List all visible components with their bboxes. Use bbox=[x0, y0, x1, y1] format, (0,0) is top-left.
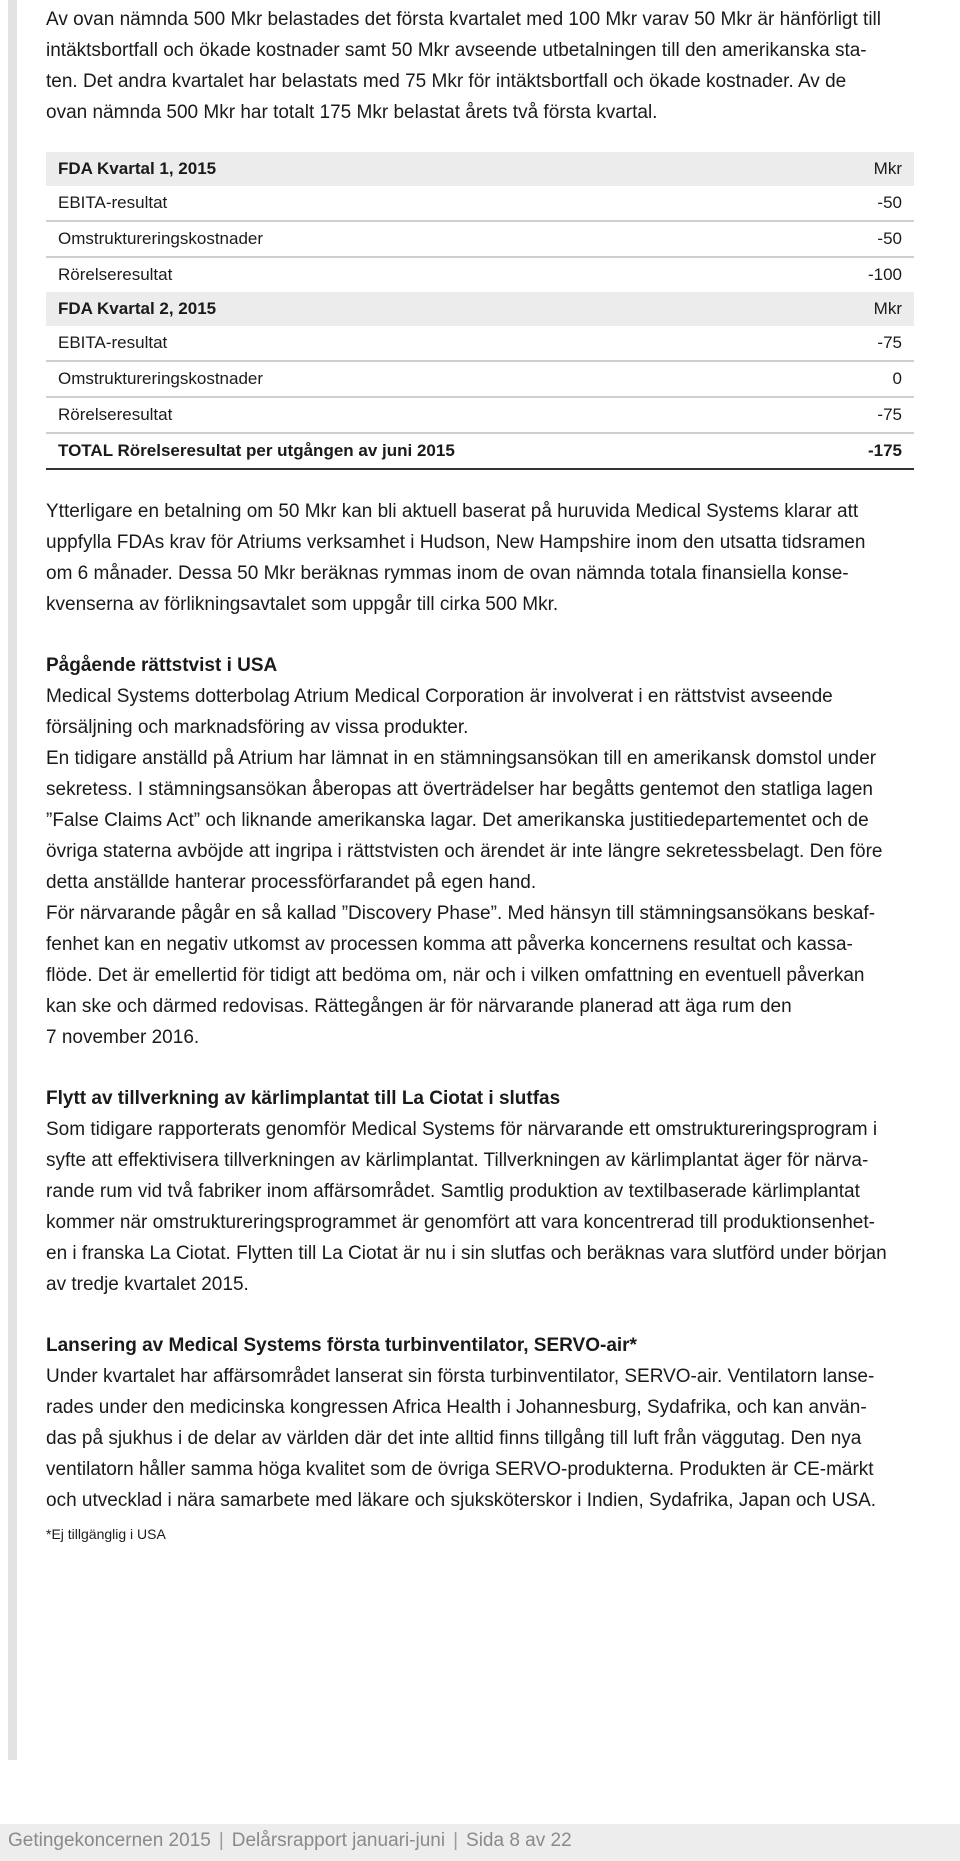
text-line: flöde. Det är emellertid för tidigt att bedöma om, när och i vilken omfattning en eventuell påverkan bbox=[46, 965, 865, 986]
text-line: För närvarande pågår en så kallad ”Discovery Phase”. Med hänsyn till stämningsansökans beskaf- bbox=[46, 903, 876, 924]
text-line: kvenserna av förlikningsavtalet som uppgår till cirka 500 Mkr. bbox=[46, 594, 559, 615]
table-row bbox=[46, 361, 914, 397]
total-value: -175 bbox=[809, 433, 914, 469]
row-value: -100 bbox=[867, 265, 902, 284]
section-litigation bbox=[46, 650, 914, 1053]
row-value: -50 bbox=[809, 221, 914, 257]
section-heading: Flytt av tillverkning av kärlimplantat till La Ciotat i slutfas bbox=[46, 1088, 561, 1109]
table-row bbox=[46, 397, 914, 433]
text-line: ventilatorn håller samma höga kvalitet som de övriga SERVO-produkterna. Produkten är CE-märkt bbox=[46, 1459, 874, 1480]
text-line: ovan nämnda 500 Mkr har totalt 175 Mkr belastat årets två första kvartal. bbox=[46, 102, 658, 123]
text-line: rades under den medicinska kongressen Africa Health i Johannesburg, Sydafrika, och kan använ- bbox=[46, 1397, 867, 1418]
text-line: fenhet kan en negativ utkomst av processen komma att påverka koncernens resultat och kassa- bbox=[46, 934, 853, 955]
text-line: en i franska La Ciotat. Flytten till La Ciotat är nu i sin slutfas och beräknas vara slutförd under början bbox=[46, 1243, 887, 1264]
row-value: -75 bbox=[809, 397, 914, 433]
text-line: uppfylla FDAs krav för Atriums verksamhet i Hudson, New Hampshire inom den utsatta tidsramen bbox=[46, 532, 866, 553]
text-line: detta anställde hanterar processförfarandet på egen hand. bbox=[46, 872, 537, 893]
text-line: das på sjukhus i de delar av världen där det inte alltid finns tillgång till luft från väggutag. Den nya bbox=[46, 1428, 862, 1449]
footer-report: Delårsrapport januari-juni bbox=[231, 1830, 446, 1851]
text-line: ten. Det andra kvartalet har belastats med 75 Mkr för intäktsbortfall och ökade kostnader. Av de bbox=[46, 71, 847, 92]
table-unit: Mkr bbox=[809, 152, 914, 186]
table-header-q2: FDA Kvartal 2, 2015 bbox=[46, 292, 809, 326]
row-label: EBITA-resultat bbox=[46, 186, 809, 221]
text-line: försäljning och marknadsföring av vissa produkter. bbox=[46, 717, 469, 738]
row-label: Omstruktureringskostnader bbox=[46, 361, 809, 397]
text-line: övriga staterna avböjde att ingripa i rättstvisten och ärendet är inte längre sekretessbelagt. Den före bbox=[46, 841, 883, 862]
table-header-row bbox=[46, 152, 914, 186]
footnote: *Ej tillgänglig i USA bbox=[46, 1526, 166, 1542]
text-line: rande rum vid två fabriker inom affärsområdet. Samtlig produktion av textilbaserade kärlimplantat bbox=[46, 1181, 860, 1202]
row-value: -75 bbox=[809, 326, 914, 361]
text-line: Av ovan nämnda 500 Mkr belastades det första kvartalet med 100 Mkr varav 50 Mkr är hänförligt till bbox=[46, 9, 881, 30]
footer-company: Getingekoncernen 2015 bbox=[8, 1830, 211, 1851]
text-line: syfte att effektivisera tillverkningen av kärlimplantat. Tillverkningen av kärlimplantat äger för närva- bbox=[46, 1150, 869, 1171]
table-row bbox=[46, 186, 914, 221]
table-row bbox=[46, 257, 914, 292]
table-unit: Mkr bbox=[809, 292, 914, 326]
text-line: Ytterligare en betalning om 50 Mkr kan bli aktuell baserat på huruvida Medical Systems klarar att bbox=[46, 501, 859, 522]
row-label: Rörelseresultat bbox=[46, 397, 809, 433]
row-value: -50 bbox=[809, 186, 914, 221]
text-line: kommer när omstruktureringsprogrammet är genomfört att vara koncentrerad till produktionsenhet- bbox=[46, 1212, 875, 1233]
table-header-row bbox=[46, 292, 914, 326]
section-heading: Lansering av Medical Systems första turbinventilator, SERVO-air* bbox=[46, 1335, 637, 1356]
footer-text bbox=[8, 1830, 572, 1852]
text-line: ”False Claims Act” och liknande amerikanska lagar. Det amerikanska justitiedepartementet och de bbox=[46, 810, 869, 831]
footer-page-number: Sida 8 av 22 bbox=[466, 1830, 572, 1851]
left-margin-bar bbox=[8, 0, 17, 1760]
total-label: TOTAL Rörelseresultat per utgången av juni 2015 bbox=[46, 433, 809, 469]
text-line: En tidigare anställd på Atrium har lämnat in en stämningsansökan till en amerikansk domstol under bbox=[46, 748, 877, 769]
intro-paragraph bbox=[46, 4, 914, 128]
table-header-q1: FDA Kvartal 1, 2015 bbox=[46, 152, 809, 186]
text-line: 7 november 2016. bbox=[46, 1027, 200, 1048]
text-line: Under kvartalet har affärsområdet lanserat sin första turbinventilator, SERVO-air. Ventilatorn lanse- bbox=[46, 1366, 875, 1387]
text-line: Medical Systems dotterbolag Atrium Medical Corporation är involverat i en rättstvist avseende bbox=[46, 686, 833, 707]
page-footer bbox=[0, 1824, 960, 1861]
footer-separator: | bbox=[218, 1830, 224, 1851]
additional-payment-paragraph bbox=[46, 496, 914, 620]
page-content bbox=[46, 4, 914, 1546]
text-line: kan ske och därmed redovisas. Rättegången är för närvarande planerad att äga rum den bbox=[46, 996, 792, 1017]
footer-separator: | bbox=[453, 1830, 459, 1851]
fda-cost-table bbox=[46, 152, 914, 470]
row-value: 0 bbox=[809, 361, 914, 397]
table-row bbox=[46, 326, 914, 361]
row-label: EBITA-resultat bbox=[46, 326, 809, 361]
text-line: av tredje kvartalet 2015. bbox=[46, 1274, 249, 1295]
text-line: intäktsbortfall och ökade kostnader samt 50 Mkr avseende utbetalningen till den amerikanska sta- bbox=[46, 40, 867, 61]
text-line: Som tidigare rapporterats genomför Medical Systems för närvarande ett omstruktureringsprogram i bbox=[46, 1119, 878, 1140]
text-line: och utvecklad i nära samarbete med läkare och sjuksköterskor i Indien, Sydafrika, Japan och USA. bbox=[46, 1490, 877, 1511]
section-servo-air bbox=[46, 1330, 914, 1546]
table-row bbox=[46, 221, 914, 257]
section-relocation bbox=[46, 1083, 914, 1300]
text-line: om 6 månader. Dessa 50 Mkr beräknas rymmas inom de ovan nämnda totala finansiella konse- bbox=[46, 563, 849, 584]
section-heading: Pågående rättstvist i USA bbox=[46, 655, 278, 676]
row-label: Rörelseresultat bbox=[58, 265, 173, 284]
table-total-row bbox=[46, 433, 914, 469]
text-line: sekretess. I stämningsansökan åberopas att överträdelser har begåtts gentemot den statliga lagen bbox=[46, 779, 873, 800]
row-label: Omstruktureringskostnader bbox=[46, 221, 809, 257]
